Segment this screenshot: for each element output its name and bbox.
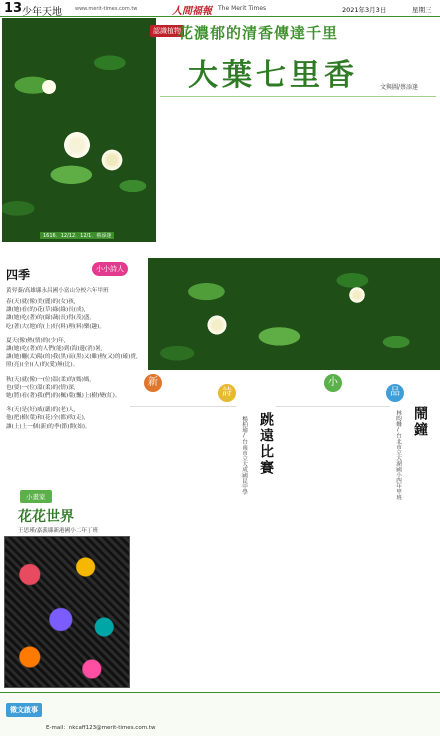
poem-line: 她(將)看(著)我(們)的(楓)葉(飄)上(樹)變(紅)。 <box>6 393 121 400</box>
race-author: 楊柏瑜/台南市立大成國民中學 <box>241 416 247 495</box>
poem-line: 秋(天)就(像)一(位)溫(柔)的(媽)媽, <box>6 376 92 383</box>
feature-tag: 認識植物 <box>150 25 184 37</box>
text-column <box>164 99 434 249</box>
poem-line: 也(要)一(位)溫(柔)的(情)深, <box>6 384 76 391</box>
race-title: 跳遠比賽 <box>258 412 274 476</box>
section-title: 少年天地 <box>22 7 62 18</box>
poem-stanza-spring <box>6 298 138 331</box>
poem-title: 四季 <box>6 268 31 282</box>
leaf-photo <box>148 258 440 370</box>
poem-line: 冬(天)是(好)威(嚴)的(老)人, <box>6 407 76 414</box>
center-banner <box>138 372 438 402</box>
poem-stanza-summer <box>6 337 138 370</box>
photo-caption: 1616．12/12．12/1．蔡添逢 <box>40 232 114 239</box>
footer-label: 徵文啟事 <box>6 703 42 717</box>
poem-body <box>6 298 138 476</box>
feature-title: 大葉七里香 <box>188 58 358 93</box>
flower-icon <box>100 148 124 172</box>
poem-line: 讓(她)曬(太)陽(的)我(黑)而(黑)又(雖)熱(又)的(確)賣, <box>6 354 138 361</box>
header-bar <box>0 0 440 17</box>
flower-world-badge: 小畫家 <box>20 490 52 503</box>
flower-icon <box>42 80 56 94</box>
poem-stanza-winter <box>6 406 138 431</box>
badge-new: 新 <box>144 374 162 392</box>
issue-date: 2021年3月3日 <box>342 6 387 14</box>
footer-email: E-mail：nkcaff123@merit-times.com.tw <box>46 725 156 731</box>
poem-line: 讓(她)吃(著)的(綠)蔬(長)得(茂)盛, <box>6 315 92 322</box>
badge-poem: 詩 <box>218 384 236 402</box>
poem-line: 吃(著)大(地)的(上)好(料)理(料)樂(趣)。 <box>6 323 105 330</box>
footer-bar <box>0 692 440 736</box>
badge-piece: 品 <box>386 384 404 402</box>
footer-text <box>46 697 436 723</box>
clock-title: 鬧鐘 <box>412 406 428 438</box>
poem-line: 讓(她)吃(著)的人們(能)到(海)邊(消)暑, <box>6 346 103 353</box>
site-url: www.merit-times.com.tw <box>75 6 138 12</box>
feature-photo <box>2 18 156 242</box>
poem-line: 他(把)樹(葉)和(花)全(都)吹(走), <box>6 415 86 422</box>
paper-name-en: The Merit Times <box>218 5 267 12</box>
poem-badge: 小小詩人 <box>92 262 128 276</box>
flower-drawing <box>4 536 130 688</box>
poem-line: 夏天(像)熱(情)的(少)年, <box>6 337 66 344</box>
feature-byline: 文與圖/蔡添逢 <box>380 84 419 91</box>
badge-small: 小 <box>324 374 342 392</box>
poem-line: 春(天)就(像)美(麗)的(女)孩, <box>6 299 76 305</box>
issue-weekday: 星期三 <box>412 6 432 14</box>
poem-stanza-autumn <box>6 376 138 401</box>
feature-body <box>160 96 436 253</box>
flower-icon <box>348 286 366 304</box>
flower-world-heading: 花花世界 <box>18 509 74 525</box>
flower-world-author: 王思瑾/嘉義縣新港國小二年丁班 <box>18 528 99 534</box>
paper-logo: 人間福報 <box>172 6 212 17</box>
poem-line: 讓(她)看(的)花(草)綠(綠)長(成), <box>6 307 86 314</box>
poem-author: 黃羿蓁/高雄縣永昌國小富山分校六年甲班 <box>6 288 109 294</box>
race-body <box>130 406 236 679</box>
poem-line: 照(亮)(全)(人)的(愛)無(比)。 <box>6 362 79 369</box>
clock-author: 林昀姍/台北市立大湖國小四年甲班 <box>395 410 401 500</box>
page-number: 13 <box>4 1 23 16</box>
feature-subtitle: 花濃郁的清香傳達千里 <box>178 24 339 42</box>
poem-line: 讓(上)上一個(新)的季(節)開(始)。 <box>6 423 91 430</box>
clock-body <box>276 406 390 679</box>
flower-icon <box>62 130 92 160</box>
flower-icon <box>206 314 228 336</box>
